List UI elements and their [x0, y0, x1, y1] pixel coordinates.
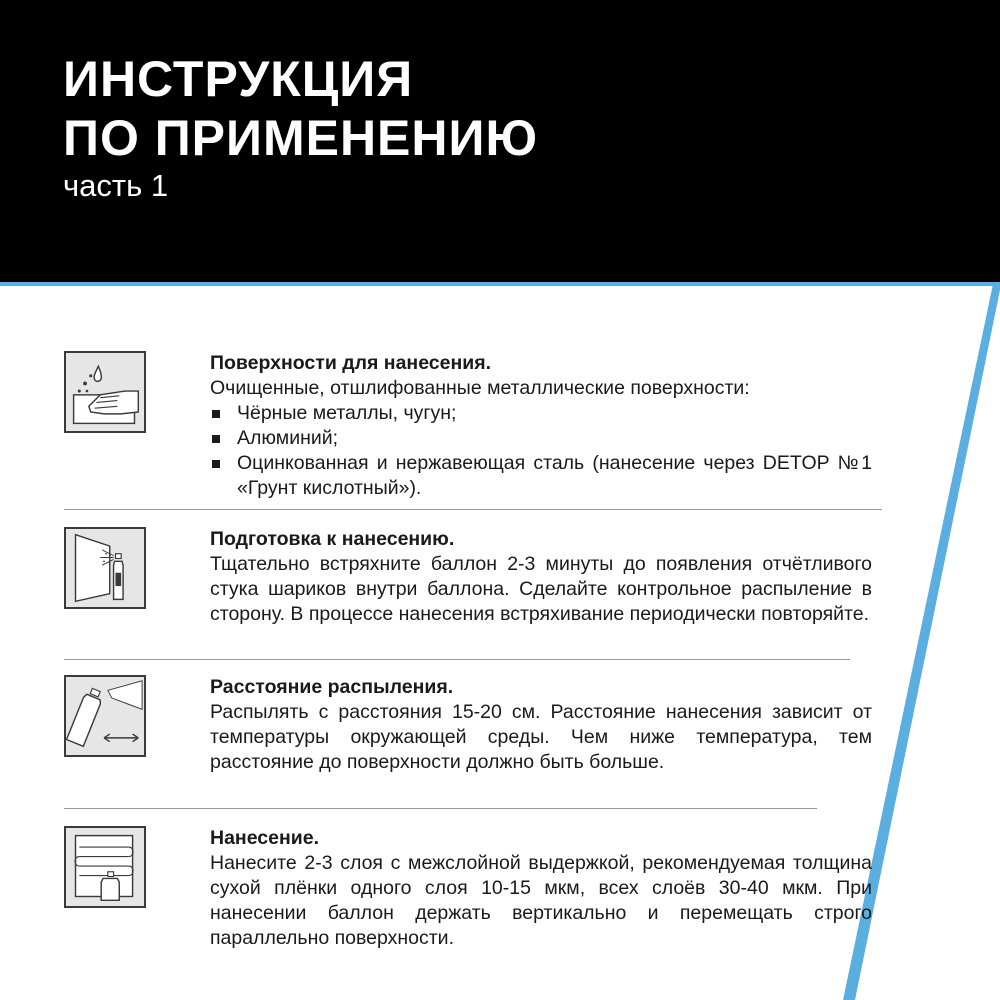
section-surfaces-text — [210, 351, 872, 501]
section-application-text — [210, 826, 872, 951]
spray-distance-icon — [64, 675, 146, 757]
section-distance — [64, 675, 884, 800]
section-application — [64, 826, 884, 951]
section-heading: Подготовка к нанесению. — [210, 528, 455, 550]
section-preparation — [64, 527, 884, 647]
divider — [64, 659, 850, 660]
section-body: Тщательно встряхните баллон 2-3 минуты до появления отчётливого стука шариков внутри баллона. Сделайте контрольное распыление в сторону. В процессе нанесения встряхивание периодически повторяйте. — [210, 553, 872, 625]
surface-hand-icon — [64, 351, 146, 433]
section-body: Распылять с расстояния 15-20 см. Расстояние нанесения зависит от температуры окружающей среды. Чем ниже температура, тем расстояние до поверхности должно быть больше. — [210, 701, 872, 773]
list-item: Алюминий; — [210, 426, 872, 451]
page-title-line-1: ИНСТРУКЦИЯ — [63, 51, 414, 107]
divider — [64, 808, 817, 809]
list-item: Чёрные металлы, чугун; — [210, 401, 872, 426]
section-heading: Поверхности для нанесения. — [210, 352, 492, 374]
divider — [64, 509, 882, 510]
spray-shake-icon — [64, 527, 146, 609]
section-intro: Очищенные, отшлифованные металлические поверхности: — [210, 377, 750, 399]
section-preparation-text — [210, 527, 872, 627]
surface-list — [210, 401, 872, 501]
section-heading: Нанесение. — [210, 827, 320, 849]
section-heading: Расстояние распыления. — [210, 676, 454, 698]
list-item: Оцинкованная и нержавеющая сталь (нанесение через DETOP №1 «Грунт кислотный»). — [210, 451, 872, 501]
section-distance-text — [210, 675, 872, 775]
section-body: Нанесите 2-3 слоя с межслойной выдержкой, рекомендуемая толщина сухой плёнки одного слоя 10-15 мкм, всех слоёв 30-40 мкм. При нанесении баллон держать вертикально и перемещать строго параллельно поверхности. — [210, 852, 872, 949]
page-subtitle: часть 1 — [63, 168, 169, 203]
spray-layers-icon — [64, 826, 146, 908]
page-title-line-2: ПО ПРИМЕНЕНИЮ — [63, 110, 539, 166]
section-surfaces — [64, 351, 884, 501]
